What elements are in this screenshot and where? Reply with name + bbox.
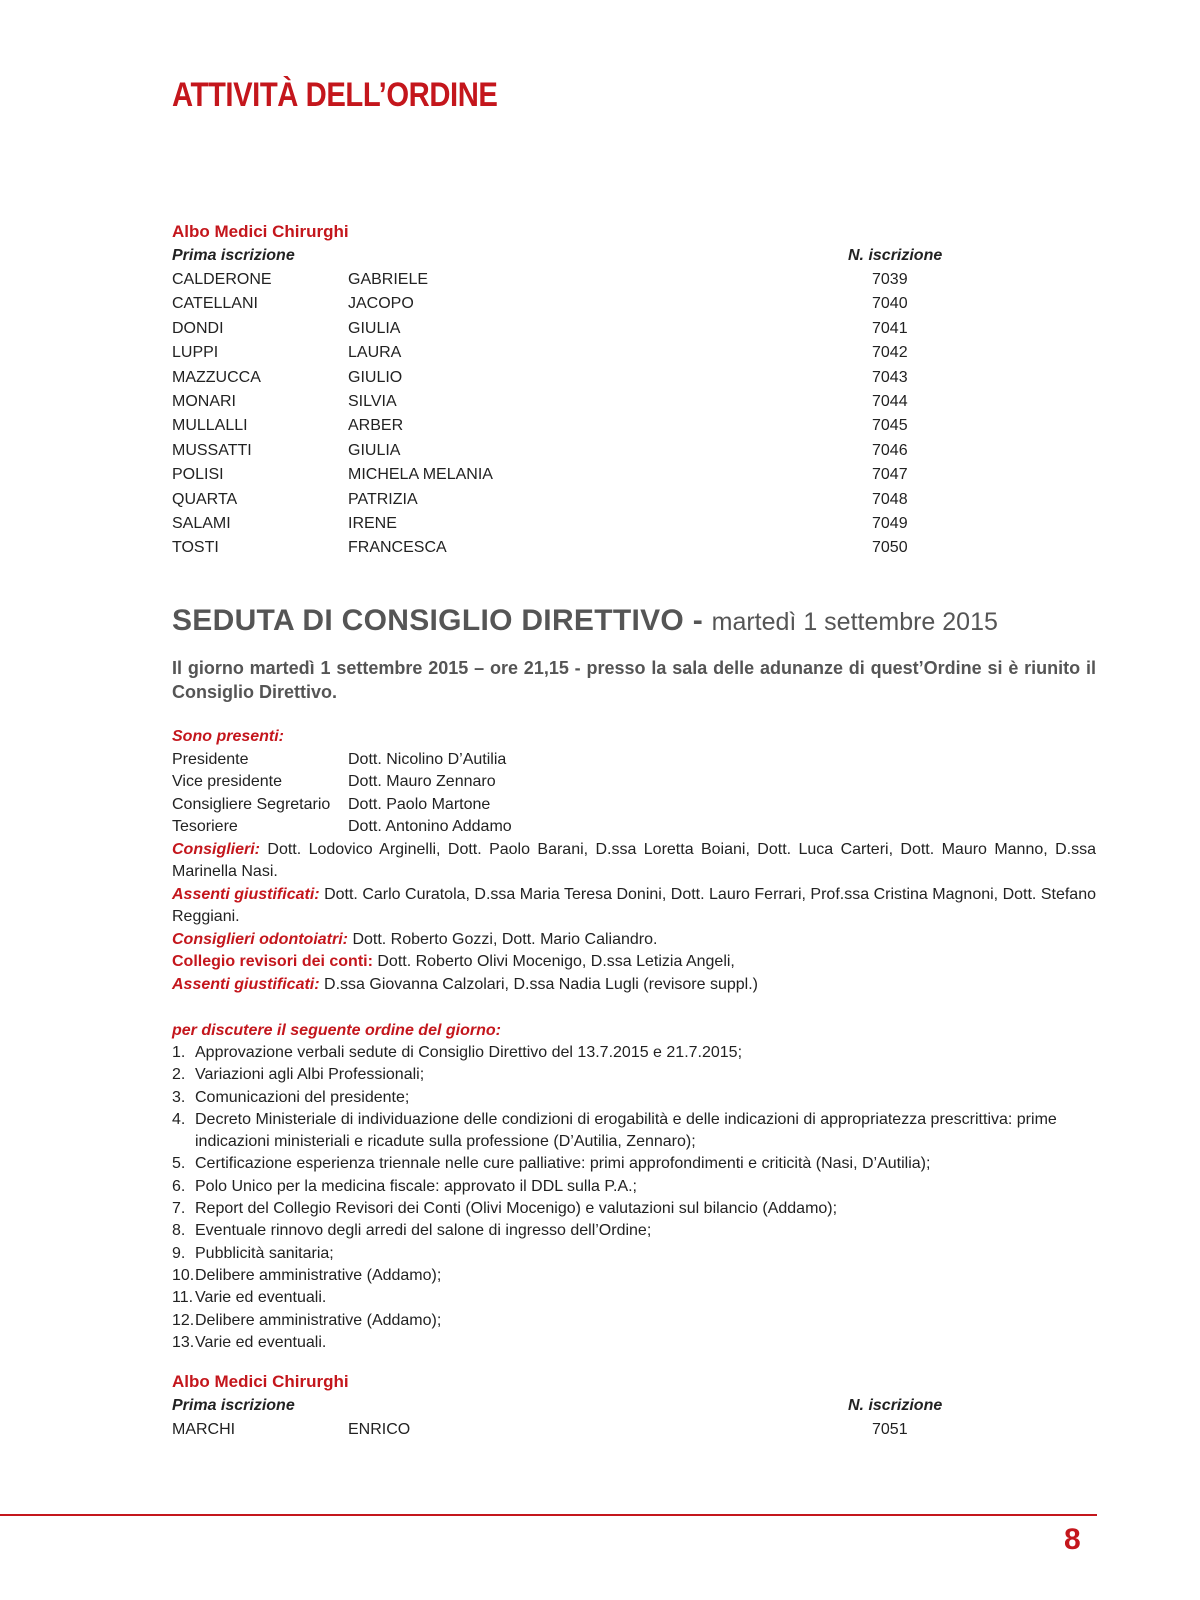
registration-number: 7050	[872, 539, 908, 557]
agenda-text: Variazioni agli Albi Professionali;	[195, 1066, 425, 1084]
table-row	[172, 512, 1096, 536]
seduta-title: SEDUTA DI CONSIGLIO DIRETTIVO	[172, 604, 685, 637]
registration-number: 7040	[872, 295, 908, 313]
agenda-number: 2.	[172, 1066, 186, 1084]
registration-number: 7051	[872, 1421, 908, 1438]
n-iscrizione-label: N. iscrizione	[848, 1397, 943, 1414]
registration-number: 7047	[872, 466, 908, 484]
odontoiatri-paragraph	[172, 929, 1096, 952]
officer-name: Dott. Mauro Zennaro	[348, 773, 496, 790]
surname: MULLALLI	[172, 417, 248, 435]
surname: DONDI	[172, 319, 224, 337]
agenda-number: 8.	[172, 1222, 186, 1240]
page-title: ATTIVITÀ DELL’ORDINE	[172, 76, 498, 114]
officer-role: Presidente	[172, 750, 249, 768]
agenda-text: Eventuale rinnovo degli arredi del salone di ingresso dell’Ordine;	[195, 1222, 652, 1240]
table-row	[172, 463, 1096, 487]
first-name: GIULIO	[348, 368, 403, 386]
officer-name: Dott. Antonino Addamo	[348, 818, 512, 835]
agenda-text: Decreto Ministeriale di individuazione delle condizioni di erogabilità e delle indicazioni di appropriatezza prescrittiva: prime indicazioni ministeriali e ricadute sulla professione (D’Autilia, Zennaro);	[195, 1110, 1057, 1151]
consiglieri-label: Consiglieri:	[172, 840, 261, 858]
agenda-text: Report del Collegio Revisori dei Conti (Olivi Mocenigo) e valutazioni sul bilancio (Addamo);	[195, 1200, 838, 1218]
agenda-item	[172, 1198, 1096, 1220]
first-name: MICHELA MELANIA	[348, 466, 493, 484]
surname: LUPPI	[172, 344, 219, 362]
albo-subheader	[172, 244, 1096, 268]
revisori-paragraph	[172, 951, 1096, 974]
agenda-text: Pubblicità sanitaria;	[195, 1244, 334, 1262]
officer-role: Consigliere Segretario	[172, 795, 331, 813]
agenda-item	[172, 1220, 1096, 1242]
agenda-number: 11.	[172, 1289, 194, 1307]
albo-title: Albo Medici Chirurghi	[172, 222, 349, 241]
page-number: 8	[1064, 1523, 1081, 1556]
assenti-revisori-paragraph	[172, 974, 1096, 997]
registration-number: 7043	[872, 368, 908, 386]
seduta-separator: -	[684, 604, 712, 637]
assenti-revisori-names: D.ssa Giovanna Calzolari, D.ssa Nadia Lugli (revisore suppl.)	[319, 975, 758, 993]
first-name: LAURA	[348, 344, 402, 362]
officer-row	[172, 816, 1096, 839]
agenda-item	[172, 1332, 1096, 1354]
seduta-heading	[172, 603, 1102, 640]
agenda-text: Delibere amministrative (Addamo);	[195, 1311, 442, 1329]
agenda-number: 3.	[172, 1088, 186, 1106]
prima-iscrizione-label: Prima iscrizione	[172, 1397, 295, 1414]
agenda-text: Polo Unico per la medicina fiscale: approvato il DDL sulla P.A.;	[195, 1177, 637, 1195]
agenda-text: Certificazione esperienza triennale nelle cure palliative: primi approfondimenti e criticità (Nasi, D’Autilia);	[195, 1155, 931, 1173]
present-label: Sono presenti:	[172, 728, 285, 745]
surname: CATELLANI	[172, 295, 258, 313]
albo-section-1	[172, 220, 1096, 561]
agenda-text: Delibere amministrative (Addamo);	[195, 1266, 442, 1284]
agenda-number: 1.	[172, 1044, 186, 1061]
surname: POLISI	[172, 466, 224, 484]
first-name: IRENE	[348, 514, 397, 532]
table-row	[172, 1418, 1096, 1442]
agenda-item	[172, 1109, 1096, 1154]
table-row	[172, 488, 1096, 512]
footer-divider	[0, 1514, 1097, 1516]
albo-section-2	[172, 1370, 1096, 1442]
registration-number: 7046	[872, 441, 908, 459]
assenti-revisori-label: Assenti giustificati:	[172, 975, 320, 993]
assenti-paragraph	[172, 884, 1096, 929]
surname: MARCHI	[172, 1421, 236, 1438]
agenda-number: 9.	[172, 1244, 186, 1262]
officer-row	[172, 749, 1096, 772]
odontoiatri-names: Dott. Roberto Gozzi, Dott. Mario Caliandro.	[348, 930, 658, 948]
agenda-item	[172, 1176, 1096, 1198]
first-name: FRANCESCA	[348, 539, 447, 557]
table-row	[172, 292, 1096, 316]
agenda-item	[172, 1153, 1096, 1175]
albo-rows	[172, 268, 1096, 561]
first-name: ENRICO	[348, 1421, 411, 1438]
surname: QUARTA	[172, 490, 238, 508]
agenda-number: 4.	[172, 1110, 186, 1128]
n-iscrizione-label: N. iscrizione	[848, 247, 943, 264]
registration-number: 7049	[872, 514, 908, 532]
registration-number: 7041	[872, 319, 908, 337]
registration-number: 7042	[872, 344, 908, 362]
agenda-text: Varie ed eventuali.	[195, 1289, 327, 1307]
agenda-text: Comunicazioni del presidente;	[195, 1088, 410, 1106]
surname: CALDERONE	[172, 271, 272, 288]
agenda-item	[172, 1042, 1096, 1064]
surname: TOSTI	[172, 539, 219, 557]
first-name: GABRIELE	[348, 271, 429, 288]
members-section	[172, 726, 1096, 996]
agenda-number: 10.	[172, 1266, 195, 1284]
prima-iscrizione-label: Prima iscrizione	[172, 247, 295, 264]
assenti-names: Dott. Carlo Curatola, D.ssa Maria Teresa Donini, Dott. Lauro Ferrari, Prof.ssa Cristina Magnoni, Dott. Stefano Reggiani.	[172, 885, 1096, 925]
agenda-list	[172, 1042, 1096, 1354]
first-name: ARBER	[348, 417, 404, 435]
registration-number: 7039	[872, 271, 908, 288]
agenda-number: 7.	[172, 1200, 186, 1218]
agenda-item	[172, 1243, 1096, 1265]
table-row	[172, 317, 1096, 341]
first-name: GIULIA	[348, 319, 401, 337]
surname: SALAMI	[172, 514, 231, 532]
agenda-item	[172, 1087, 1096, 1109]
first-name: PATRIZIA	[348, 490, 418, 508]
surname: MAZZUCCA	[172, 368, 261, 386]
agenda-number: 5.	[172, 1155, 186, 1173]
first-name: SILVIA	[348, 392, 397, 410]
agenda-item	[172, 1287, 1096, 1309]
registration-number: 7048	[872, 490, 908, 508]
agenda-number: 13.	[172, 1333, 195, 1351]
agenda-number: 6.	[172, 1177, 186, 1195]
table-row	[172, 268, 1096, 292]
table-row	[172, 414, 1096, 438]
surname: MONARI	[172, 392, 236, 410]
revisori-names: Dott. Roberto Olivi Mocenigo, D.ssa Letizia Angeli,	[372, 953, 735, 970]
albo-title: Albo Medici Chirurghi	[172, 1372, 349, 1391]
officer-name: Dott. Nicolino D’Autilia	[348, 750, 507, 768]
officer-row	[172, 771, 1096, 794]
agenda-heading: per discutere il seguente ordine del giorno:	[172, 1022, 501, 1039]
agenda-text: Varie ed eventuali.	[195, 1333, 327, 1351]
agenda-item	[172, 1265, 1096, 1287]
agenda-item	[172, 1310, 1096, 1332]
table-row	[172, 366, 1096, 390]
table-row	[172, 439, 1096, 463]
consiglieri-names: Dott. Lodovico Arginelli, Dott. Paolo Barani, D.ssa Loretta Boiani, Dott. Luca Carteri, Dott. Mauro Manno, D.ssa Marinella Nasi.	[172, 840, 1096, 880]
seduta-intro: Il giorno martedì 1 settembre 2015 – ore 21,15 - presso la sala delle adunanze di quest’Ordine si è riunito il Consiglio Direttivo.	[172, 658, 1096, 702]
surname: MUSSATTI	[172, 441, 252, 459]
first-name: GIULIA	[348, 441, 401, 459]
revisori-label: Collegio revisori dei conti:	[172, 953, 373, 970]
agenda-text: Approvazione verbali sedute di Consiglio Direttivo del 13.7.2015 e 21.7.2015;	[195, 1044, 743, 1061]
consiglieri-paragraph	[172, 839, 1096, 884]
table-row	[172, 390, 1096, 414]
officer-role: Vice presidente	[172, 773, 282, 790]
registration-number: 7045	[872, 417, 908, 435]
agenda-number: 12.	[172, 1311, 195, 1329]
first-name: JACOPO	[348, 295, 414, 313]
table-row	[172, 536, 1096, 560]
odontoiatri-label: Consiglieri odontoiatri:	[172, 930, 348, 948]
registration-number: 7044	[872, 392, 908, 410]
agenda-item	[172, 1064, 1096, 1086]
officer-name: Dott. Paolo Martone	[348, 795, 491, 813]
officer-row	[172, 794, 1096, 817]
officer-role: Tesoriere	[172, 818, 238, 835]
albo-subheader	[172, 1394, 1096, 1418]
assenti-label: Assenti giustificati:	[172, 885, 320, 903]
table-row	[172, 341, 1096, 365]
seduta-date: martedì 1 settembre 2015	[711, 608, 998, 636]
